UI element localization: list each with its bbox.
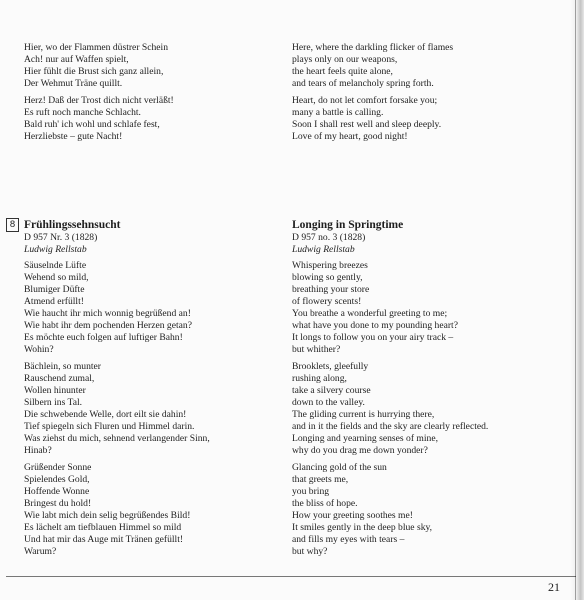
verse-line: Tief spiegeln sich Fluren und Himmel darin. (24, 421, 195, 432)
verse-line: Grüßender Sonne (24, 462, 92, 473)
verse-line: Glancing gold of the sun (292, 462, 387, 473)
verse-line: Hier fühlt die Brust sich ganz allein, (24, 66, 164, 77)
song-left-column (24, 218, 210, 563)
verse-line: Wohin? (24, 344, 54, 355)
verse-line: Es ruft noch manche Schlacht. (24, 107, 141, 118)
verse-line: Whispering breezes (292, 260, 368, 271)
verse-line: Hier, wo der Flammen düstrer Schein (24, 42, 169, 53)
page-edge-shadow (570, 0, 584, 600)
poet-name: Ludwig Rellstab (292, 244, 355, 255)
page-number: 21 (548, 580, 560, 594)
stanza (292, 260, 488, 356)
song-right-column (292, 218, 488, 563)
verse-line: down to the valley. (292, 397, 365, 408)
verse-line: It longs to follow you on your airy track – (292, 332, 454, 343)
poet-name: Ludwig Rellstab (24, 244, 87, 255)
verse-line: Der Wehmut Träne quillt. (24, 78, 123, 89)
verse-line: and fills my eyes with tears – (292, 534, 405, 545)
verse-line: Und hat mir das Auge mit Tränen gefüllt! (24, 534, 184, 545)
verse-line: Hoffende Wonne (24, 486, 90, 497)
stanza (24, 361, 210, 457)
verse-line: Atmend erfüllt! (24, 296, 84, 307)
verse-line: what have you done to my pounding heart? (292, 320, 458, 331)
verse-line: The gliding current is hurrying there, (292, 409, 435, 420)
verse-line: the bliss of hope. (292, 498, 358, 509)
verse-line: Love of my heart, good night! (292, 131, 408, 142)
verse-line: Es lächelt am tiefblauen Himmel so mild (24, 522, 182, 533)
verse-line: why do you drag me down yonder? (292, 445, 428, 456)
verse-line: breathing your store (292, 284, 370, 295)
verse-line: It smiles gently in the deep blue sky, (292, 522, 433, 533)
verse-line: Die schwebende Welle, dort eilt sie dahin! (24, 409, 187, 420)
verse-line: You breathe a wonderful greeting to me; (292, 308, 448, 319)
verse-line: Hinab? (24, 445, 52, 456)
stanza (292, 462, 488, 558)
page-edge-line (575, 0, 576, 600)
stanza (24, 95, 174, 143)
track-number-badge: 8 (6, 218, 19, 232)
catalog-number: D 957 Nr. 3 (1828) (24, 232, 98, 243)
verse-line: Wie habt ihr dem pochenden Herzen getan? (24, 320, 192, 331)
footer-rule (6, 576, 576, 577)
verse-line: Bächlein, so munter (24, 361, 101, 372)
verse-line: Säuselnde Lüfte (24, 260, 87, 271)
verse-line: Heart, do not let comfort forsake you; (292, 95, 438, 106)
verse-line: Wie labt mich dein selig begrüßendes Bild! (24, 510, 191, 521)
stanza (24, 462, 210, 558)
verse-line: take a silvery course (292, 385, 371, 396)
stanza (292, 361, 488, 457)
verse-line: plays only on our weapons, (292, 54, 398, 65)
top-right-column (292, 42, 453, 148)
verse-line: and tears of melancholy spring forth. (292, 78, 434, 89)
stanza (292, 95, 453, 143)
verse-line: but whither? (292, 344, 341, 355)
verse-line: rushing along, (292, 373, 347, 384)
verse-line: and in it the fields and the sky are clearly reflected. (292, 421, 489, 432)
verse-line: the heart feels quite alone, (292, 66, 393, 77)
verse-line: Herzliebste – gute Nacht! (24, 131, 123, 142)
verse-line: Longing and yearning senses of mine, (292, 433, 439, 444)
verse-line: Wehend so mild, (24, 272, 89, 283)
verse-line: you bring (292, 486, 330, 497)
verse-line: but why? (292, 546, 328, 557)
verse-line: Was ziehst du mich, sehnend verlangender Sinn, (24, 433, 210, 444)
verse-line: Brooklets, gleefully (292, 361, 369, 372)
verse-line: of flowery scents! (292, 296, 362, 307)
verse-line: that greets me, (292, 474, 349, 485)
verse-line: blowing so gently, (292, 272, 363, 283)
verse-line: Warum? (24, 546, 57, 557)
verse-line: Ach! nur auf Waffen spielt, (24, 54, 129, 65)
verse-line: Herz! Daß der Trost dich nicht verläßt! (24, 95, 174, 106)
verse-line: Here, where the darkling flicker of flames (292, 42, 454, 53)
song-title-german: Frühlingssehnsucht (24, 219, 121, 231)
stanza (292, 42, 453, 90)
verse-line: Es möchte euch folgen auf luftiger Bahn! (24, 332, 183, 343)
verse-line: many a battle is calling. (292, 107, 384, 118)
verse-line: Bringest du hold! (24, 498, 92, 509)
verse-line: How your greeting soothes me! (292, 510, 413, 521)
verse-line: Wie haucht ihr mich wonnig begrüßend an! (24, 308, 191, 319)
song-title-english: Longing in Springtime (292, 219, 404, 231)
verse-line: Silbern ins Tal. (24, 397, 83, 408)
verse-line: Rauschend zumal, (24, 373, 95, 384)
stanza (24, 42, 174, 90)
verse-line: Spielendes Gold, (24, 474, 90, 485)
verse-line: Blumiger Düfte (24, 284, 85, 295)
catalog-number: D 957 no. 3 (1828) (292, 232, 366, 243)
stanza (24, 260, 210, 356)
verse-line: Soon I shall rest well and sleep deeply. (292, 119, 442, 130)
verse-line: Bald ruh' ich wohl und schlafe fest, (24, 119, 160, 130)
verse-line: Wollen hinunter (24, 385, 86, 396)
top-left-column (24, 42, 174, 148)
